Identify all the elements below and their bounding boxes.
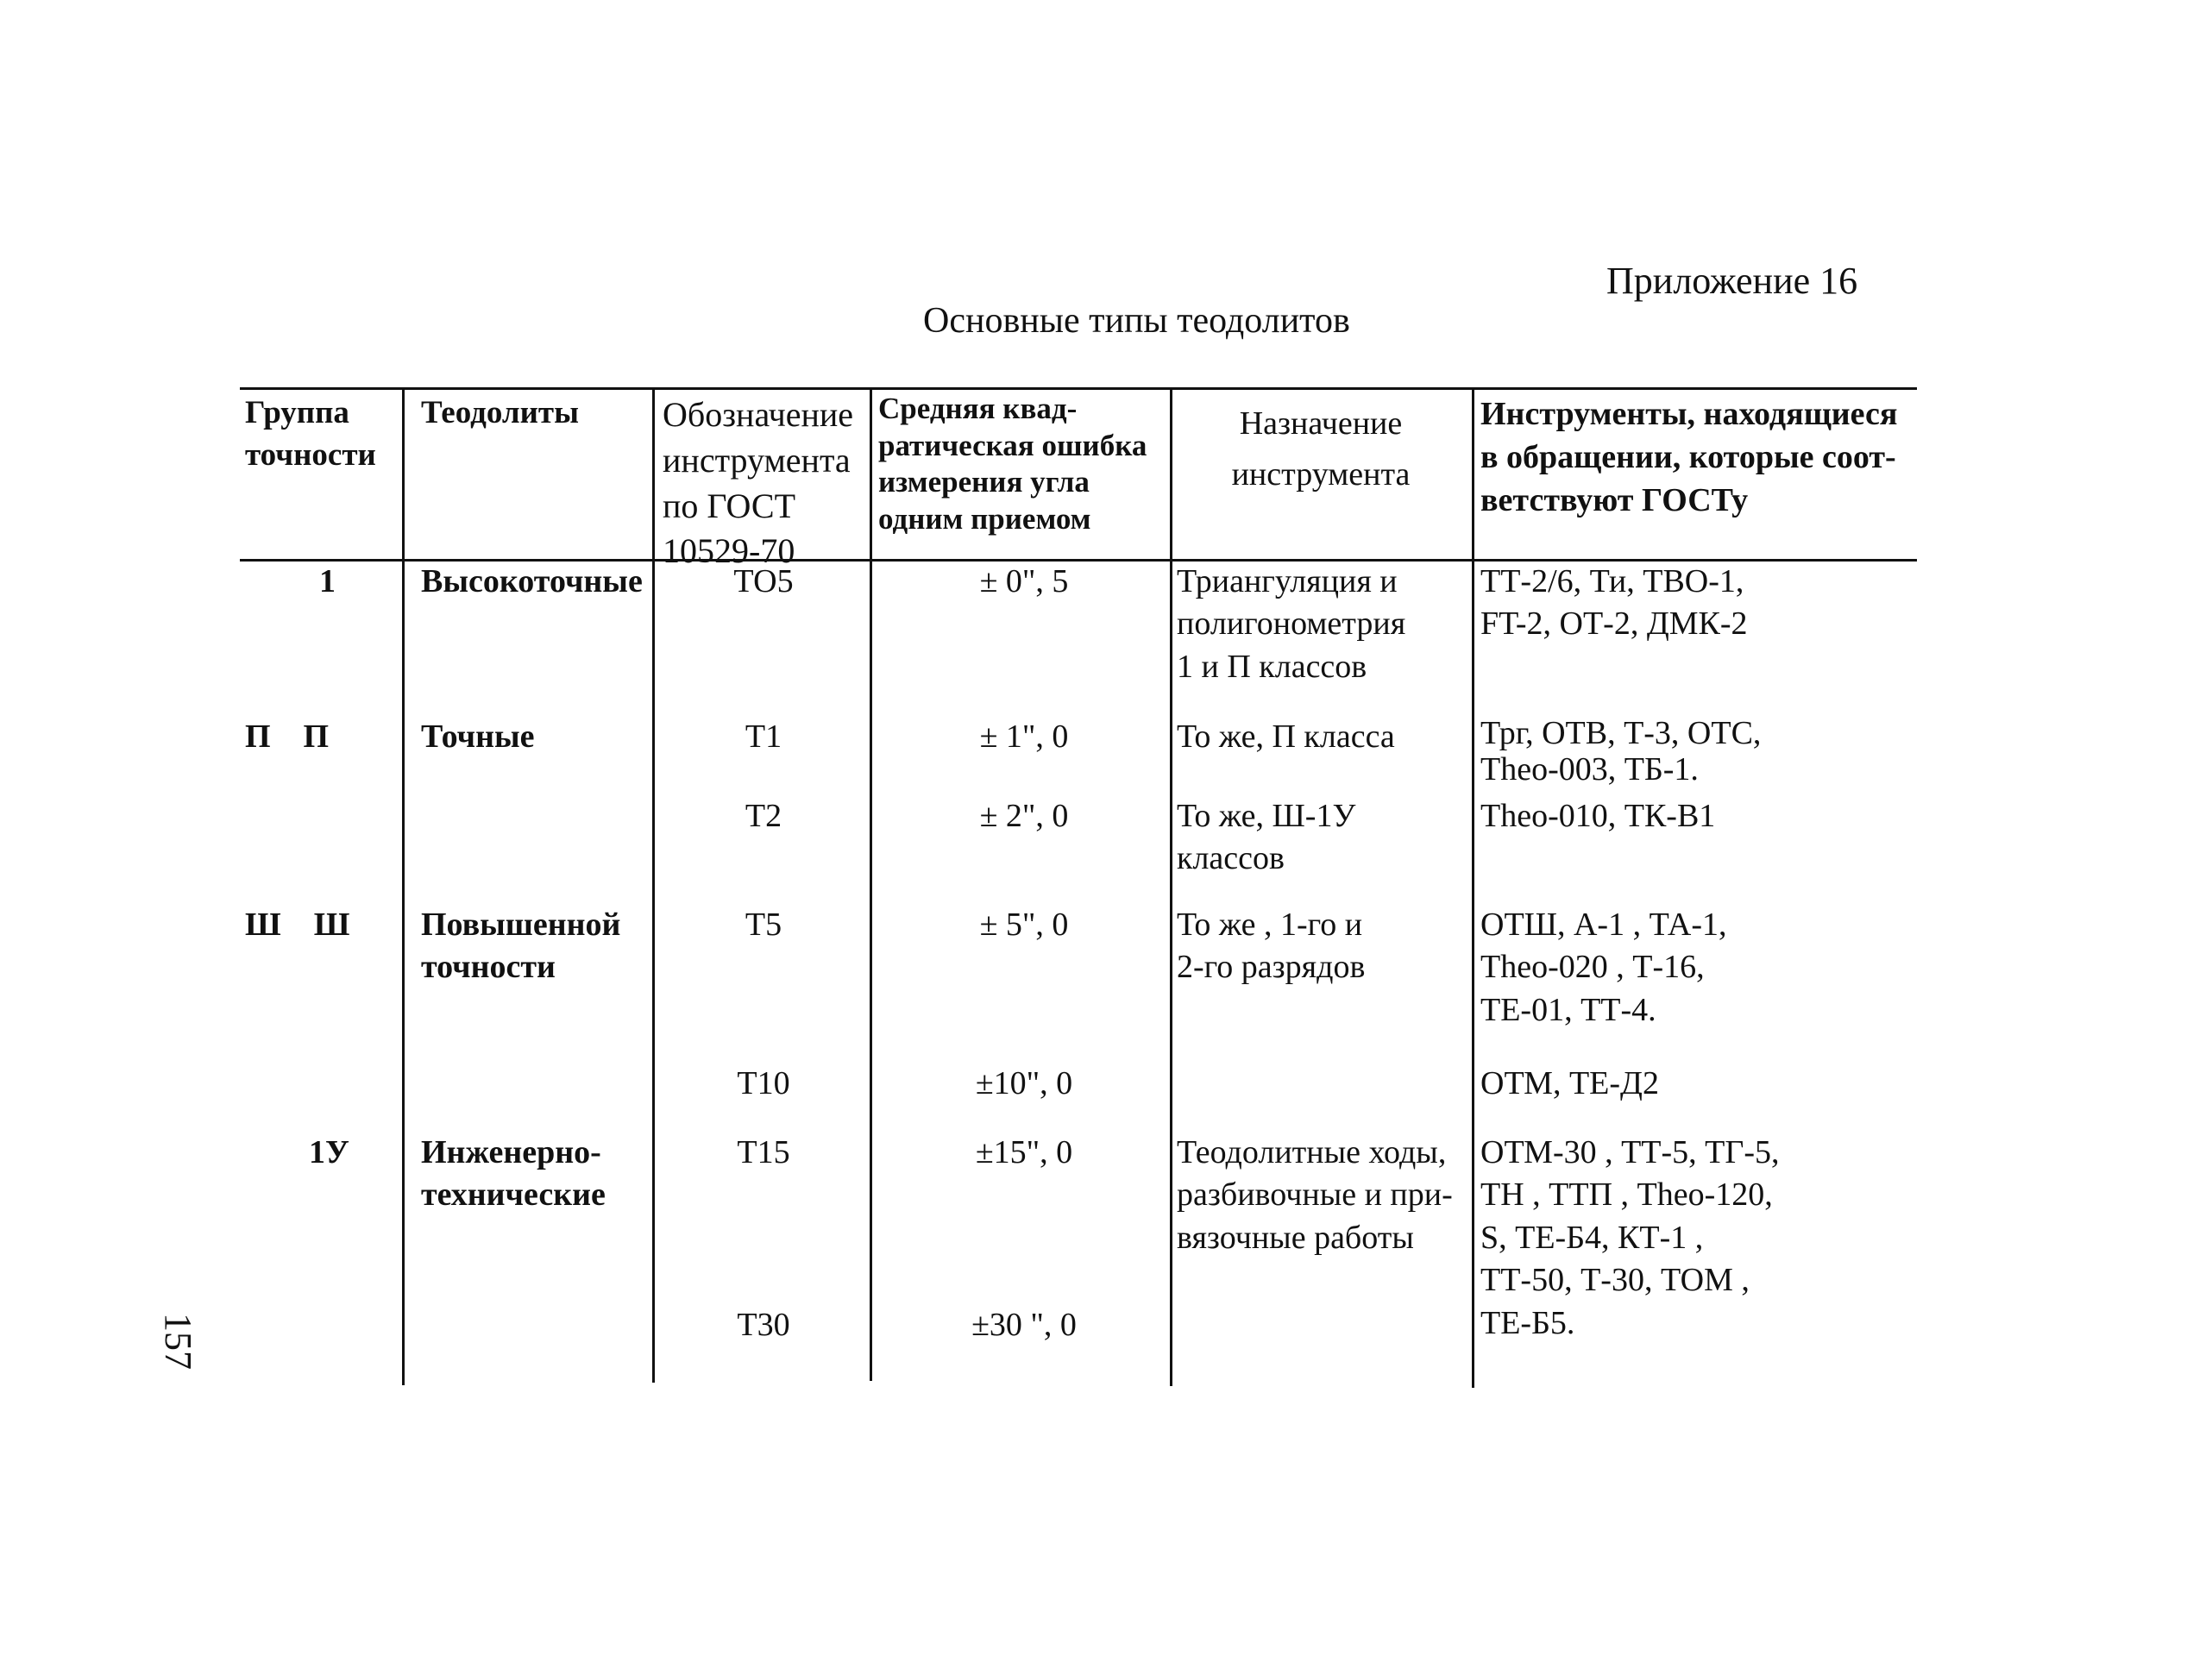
column-divider-3 (870, 387, 872, 1381)
header-instruments: Инструменты, находящиеся в обращении, которые соот- ветствуют ГОСТу (1480, 396, 1898, 519)
column-divider-2 (652, 387, 655, 1383)
row1-type: Высокоточные (421, 563, 643, 599)
row1-designation: ТО5 (733, 563, 794, 599)
page-title: Основные типы теодолитов (923, 301, 1350, 341)
appendix-label: Приложение 16 (1606, 260, 1858, 302)
table-top-rule (240, 387, 1917, 390)
row2-designation: Т1 (745, 718, 782, 755)
row2-error: ± 1", 0 (979, 718, 1069, 755)
row7-error: ±30 ", 0 (971, 1307, 1077, 1343)
row3-designation: Т2 (745, 798, 782, 834)
page-number: 157 (157, 1313, 199, 1370)
row1-instruments: ТТ-2/6, Ти, ТВО-1, FT-2, ОТ-2, ДМК-2 (1480, 563, 1748, 643)
row6-type: Инженерно- технические (421, 1134, 606, 1214)
header-error: Средняя квад- ратическая ошибка измерения угла одним приемом (878, 392, 1147, 536)
row2-type: Точные (421, 718, 535, 755)
row6-error: ±15", 0 (975, 1134, 1073, 1170)
row6-designation: Т15 (737, 1134, 790, 1170)
column-divider-5 (1472, 387, 1474, 1388)
row2-group: П П (245, 718, 330, 755)
row6-instruments: ОТМ-30 , ТТ-5, ТГ-5, ТН , ТТП , Theo-120, S, ТЕ-Б4, КТ-1 , ТТ-50, Т-30, ТОМ , ТЕ-Б5. (1480, 1134, 1780, 1341)
row6-purpose: Теодолитные ходы, разбивочные и при- вязочные работы (1177, 1134, 1453, 1256)
row4-type: Повышенной точности (421, 907, 621, 986)
row6-group: 1У (309, 1134, 349, 1170)
row5-error: ±10", 0 (975, 1065, 1073, 1101)
row3-instruments: Theo-010, ТК-В1 (1480, 798, 1716, 834)
row2-instruments: Трг, ОТВ, Т-3, ОТС, Theo-003, ТБ-1. (1480, 715, 1762, 787)
row3-error: ± 2", 0 (979, 798, 1069, 834)
row5-instruments: ОТМ, ТЕ-Д2 (1480, 1065, 1659, 1101)
row7-designation: Т30 (737, 1307, 790, 1343)
row4-error: ± 5", 0 (979, 907, 1069, 943)
row2-purpose: То же, П класса (1177, 718, 1395, 755)
row4-purpose: То же , 1-го и 2-го разрядов (1177, 907, 1366, 986)
column-divider-4 (1170, 387, 1172, 1386)
row4-group: Ш Ш (245, 907, 350, 943)
row1-group: 1 (319, 563, 336, 599)
row1-error: ± 0", 5 (979, 563, 1069, 599)
row1-purpose: Триангуляция и полигонометрия 1 и П классов (1177, 563, 1406, 685)
row3-purpose: То же, Ш-1У классов (1177, 798, 1356, 877)
row5-designation: Т10 (737, 1065, 790, 1101)
row4-designation: Т5 (745, 907, 782, 943)
header-purpose: Назначение инструмента (1231, 405, 1411, 493)
column-divider-1 (402, 387, 405, 1385)
header-group: Группа точности (245, 395, 376, 473)
header-designation: Обозначение инструмента по ГОСТ 10529-70 (663, 395, 854, 571)
header-theodolites: Теодолиты (421, 395, 579, 430)
row4-instruments: ОТШ, А-1 , ТА-1, Theo-020 , Т-16, ТЕ-01, ТТ-4. (1480, 907, 1727, 1028)
